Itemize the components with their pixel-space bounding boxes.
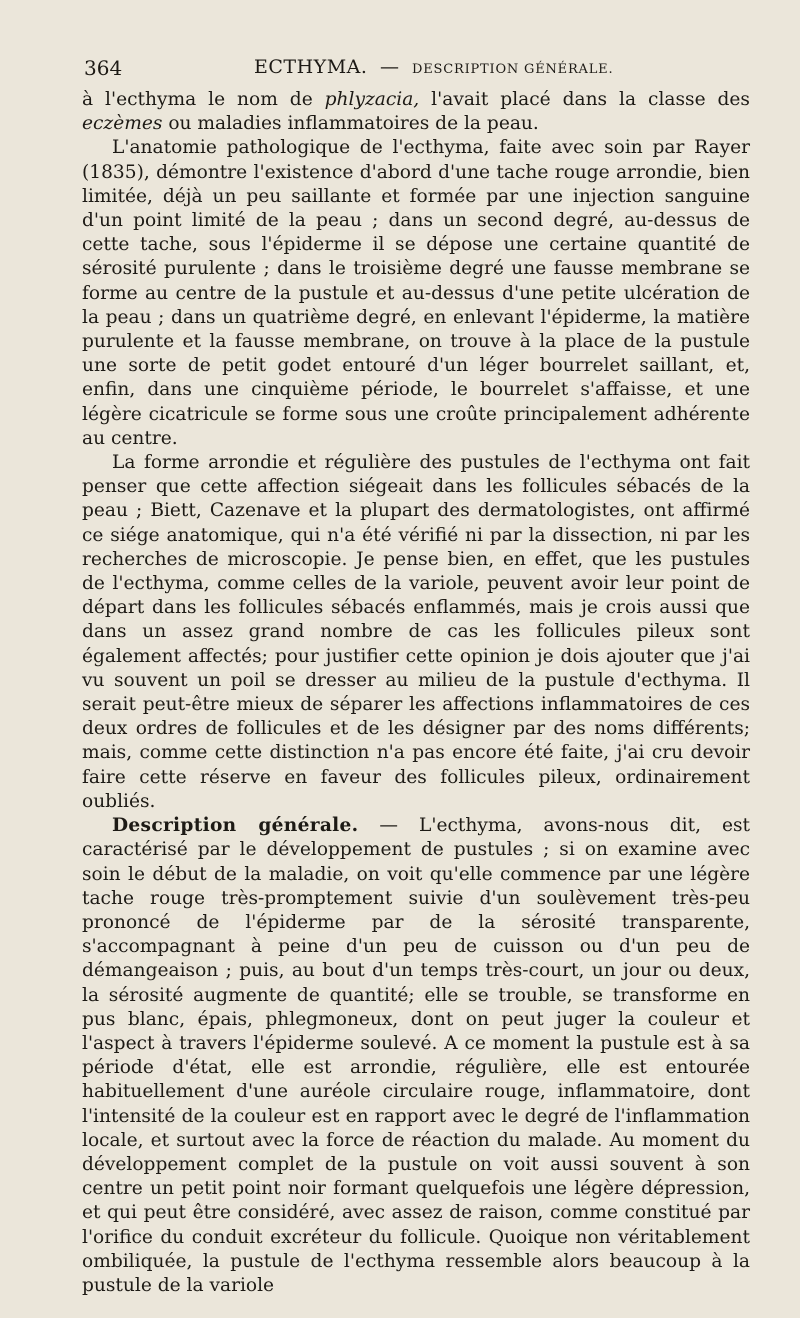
running-title-main: ECTHYMA.: [254, 56, 368, 78]
body-text: [82, 88, 750, 1298]
text-run: ou maladies inflammatoires de la peau.: [162, 113, 539, 135]
italic-term-phlyzacia: phlyzacia,: [324, 89, 420, 110]
page-number: 364: [84, 56, 123, 80]
italic-term-eczemes: eczèmes: [82, 113, 163, 135]
running-header: [84, 56, 744, 86]
text-run: à l'ecthyma le nom de: [82, 89, 325, 110]
text-run: l'avait placé dans la classe des: [419, 89, 750, 110]
running-title-dash: —: [379, 56, 400, 78]
paragraph-follicles: La forme arrondie et régulière des pustules de l'ecthyma ont fait penser que cette affection siégeait dans les follicules sébacés de la peau ; Biett, Cazenave et la plupart des dermatologistes, ont affirmé ce siége anatomique, qui n'a été vérifié ni par la dissection, ni par les recherches de microscopie. Je pense bien, en effet, que les pustules de l'ecthyma, comme celles de la variole, peuvent avoir leur point de départ dans les follicules sébacés enflammés, mais je crois aussi que dans un assez grand nombre de cas les follicules pileux sont également affectés; pour justifier cette opinion je dois ajouter que j'ai vu souvent un poil se dresser au milieu de la pustule d'ecthyma. Il serait peut-être mieux de séparer les affections inflammatoires de ces deux ordres de follicules et de les désigner par des noms différents; mais, comme cette distinction n'a pas encore été faite, j'ai cru devoir faire cette réserve en faveur des follicules pileux, ordinairement oubliés.: [82, 452, 750, 812]
paragraph-anatomy: L'anatomie pathologique de l'ecthyma, faite avec soin par Rayer (1835), démontre l'existence d'abord d'une tache rouge arrondie, bien limitée, déjà un peu saillante et formée par une injection sanguine d'un point limité de la peau ; dans un second degré, au-dessus de cette tache, sous l'épiderme il se dépose une certaine quantité de sérosité purulente ; dans le troisième degré une fausse membrane se forme au centre de la pustule et au-dessus d'une petite ulcération de la peau ; dans un quatrième degré, en enlevant l'épiderme, la matière purulente et la fausse membrane, on trouve à la place de la pustule une sorte de petit godet entouré d'un léger bourrelet saillant, et, enfin, dans une cinquième période, le bourrelet s'affaisse, et une légère cicatricule se forme sous une croûte principalement adhérente au centre.: [82, 137, 750, 449]
text-run: — L'ecthyma, avons-nous dit, est caractérisé par le développement de pustules ; si on examine avec soin le début de la maladie, on voit qu'elle commence par une légère tache rouge très-promptement suivie d'un soulèvement très-peu prononcé de l'épiderme par de la sérosité transparente, s'accompagnant à peine d'un peu de cuisson ou d'un peu de démangeaison ; puis, au bout d'un temps très-court, un jour ou deux, la sérosité augmente de quantité; elle se trouble, se transforme en pus blanc, épais, phlegmoneux, dont on peut juger la couleur et l'aspect à travers l'épiderme soulevé. A ce moment la pustule est à sa période d'état, elle est arrondie, régulière, elle est entourée habituellement d'une auréole circulaire rouge, inflammatoire, dont l'intensité de la couleur est en rapport avec le degré de l'inflammation locale, et surtout avec la force de réaction du malade. Au moment du développement complet de la pustule on voit aussi souvent à son centre un petit point noir formant quelquefois une légère dépression, et qui peut être considéré, avec assez de raison, comme constitué par l'orifice du conduit excréteur du follicule. Quoique non véritablement ombiliquée, la pustule de l'ecthyma ressemble alors beaucoup à la pustule de la variole: [82, 815, 751, 1296]
running-title: [254, 56, 613, 78]
paragraph-continuation: [82, 88, 750, 136]
paragraph-description: [82, 814, 750, 1298]
running-title-sub: DESCRIPTION GÉNÉRALE.: [412, 62, 614, 77]
section-heading: Description générale.: [112, 815, 359, 837]
